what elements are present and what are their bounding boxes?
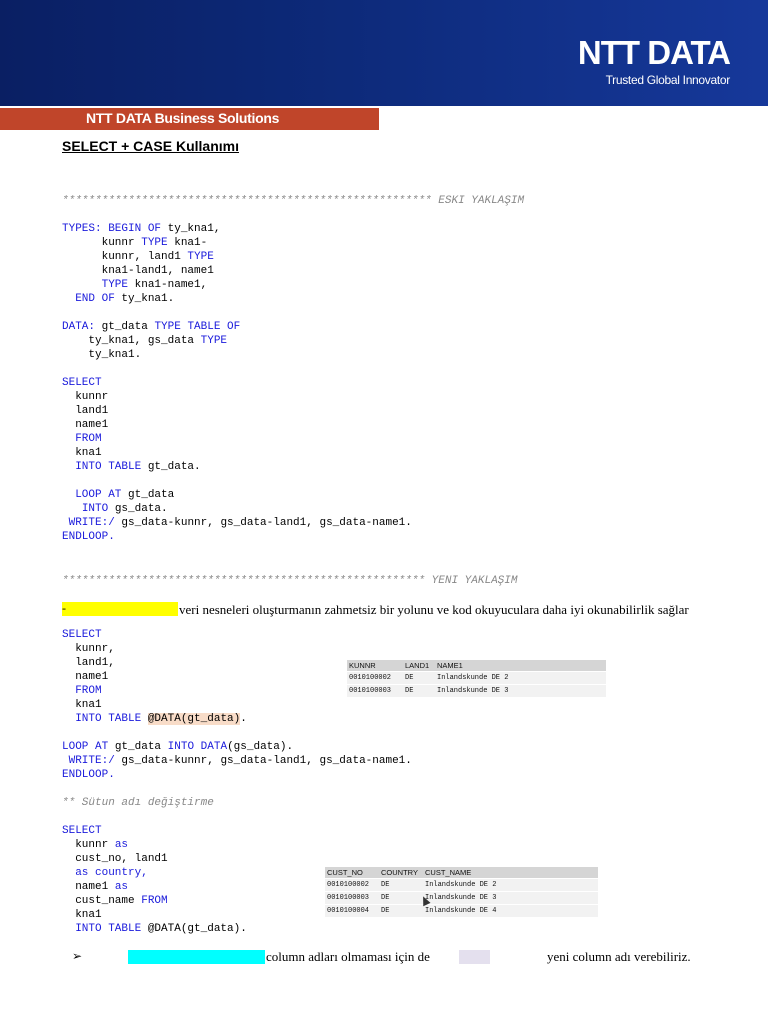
table-cell: Inlandskunde DE 2 (423, 879, 598, 892)
old-approach-comment: ******************************************************** ESKI YAKLAŞIM (62, 195, 525, 207)
table-cell: 0010100004 (325, 905, 379, 918)
table-cell: Inlandskunde DE 3 (435, 685, 606, 698)
footer-text-2: yeni column adı verebiliriz. (547, 949, 691, 964)
table-header-row (325, 867, 598, 879)
result-table-2 (325, 867, 598, 917)
column-header: COUNTRY (379, 867, 423, 879)
table-cell: Inlandskunde DE 2 (435, 672, 606, 685)
table-cell: Inlandskunde DE 4 (423, 905, 598, 918)
table-cell: 0010100002 (347, 672, 403, 685)
table-header-row (347, 660, 606, 672)
code-block-new-select: SELECT kunnr, land1, name1 FROM kna1 INTO TABLE @DATA(gt_data). LOOP AT gt_data INTO DATA(gs_data). WRITE:/ gs_data-kunnr, gs_data-land1, gs_data-name1. ENDLOOP. ** Sütun adı değiştirme SELECT kunnr as cust_no, land1 as country, name1 as cust_name FROM kna1 INTO TABLE @DATA(gt_data). (62, 629, 412, 935)
division-label: NTT DATA Business Solutions (86, 110, 280, 126)
company-logo: NTT DATA (577, 34, 730, 71)
table-row (325, 892, 598, 905)
table-cell: 0010100003 (347, 685, 403, 698)
column-header: NAME1 (435, 660, 606, 672)
table-cell: DE (379, 879, 423, 892)
result-table-1 (347, 660, 606, 697)
table-cell: Inlandskunde DE 3 (423, 892, 598, 905)
table-cell: DE (403, 672, 435, 685)
table-row (325, 905, 598, 918)
table-cell: DE (379, 905, 423, 918)
table-row (347, 672, 606, 685)
column-header: CUST_NO (325, 867, 379, 879)
table-row (347, 685, 606, 698)
page-title: SELECT + CASE Kullanımı (62, 138, 239, 154)
column-header: KUNNR (347, 660, 403, 672)
header-banner (0, 0, 768, 106)
table-cell: 0010100002 (325, 879, 379, 892)
table-row (325, 879, 598, 892)
column-header: LAND1 (403, 660, 435, 672)
code-block-types: TYPES: BEGIN OF ty_kna1, kunnr TYPE kna1- kunnr, land1 TYPE kna1-land1, name1 TYPE kna1-name1, END OF ty_kna1. DATA: gt_data TYPE TABLE OF ty_kna1, gs_data TYPE ty_kna1. SELECT kunnr land1 name1 FROM kna1 INTO TABLE gt_data. LOOP AT gt_data INTO gs_data. WRITE:/ gs_data-kunnr, gs_data-land1, gs_data-name1. ENDLOOP. (62, 223, 412, 543)
highlight-lavender (459, 950, 490, 964)
arrow-bullet-icon: ➢ (72, 949, 83, 963)
new-approach-comment: ******************************************************* YENI YAKLAŞIM (62, 575, 518, 587)
company-tagline: Trusted Global Innovator (605, 73, 730, 87)
highlight-dash: - (62, 601, 66, 615)
table-cell: 0010100003 (325, 892, 379, 905)
table-cell: DE (403, 685, 435, 698)
table-cell: DE (379, 892, 423, 905)
description-text: veri nesneleri oluşturmanın zahmetsiz bir yolunu ve kod okuyuculara daha iyi okunabilirlik sağlar (179, 602, 689, 617)
column-header: CUST_NAME (423, 867, 598, 879)
highlight-yellow (62, 602, 178, 616)
division-bar (0, 108, 379, 130)
footer-text-1: column adları olmaması için de (266, 949, 430, 964)
highlight-cyan (128, 950, 265, 964)
